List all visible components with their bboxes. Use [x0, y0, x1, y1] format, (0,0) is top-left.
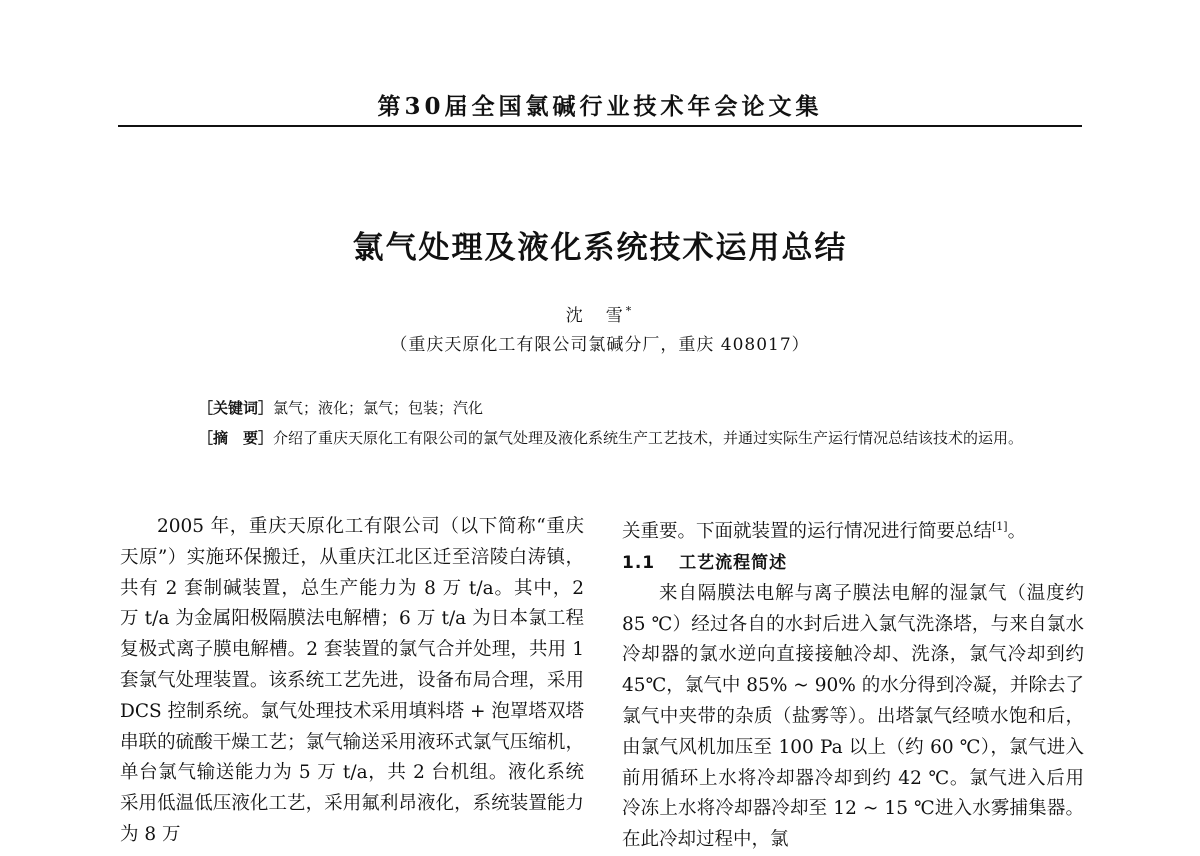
continued-text-end: 。 [1007, 521, 1027, 543]
section-heading [622, 548, 1084, 579]
body-paragraph: 来自隔膜法电解与离子膜法电解的湿氯气（温度约 85 ℃）经过各自的水封后进入氯气洗涤塔，与来自氯水冷却器的氯水逆向直接接触冷却、洗涤，氯气冷却到约 45℃，氯气中 85% ~ 90% 的水分得到冷凝，并除去了氯气中夹带的杂质（盐雾等）。出塔氯气经喷水饱和后，由氯气风机加压至 100 Pa 以上（约 60 ℃），氯气进入前用循环上水将冷却器冷却到约 42 ℃。氯气进入后用冷冻上水将冷却器冷却至 12 ~ 15 ℃进入水雾捕集器。在此冷却过程中，氯 [622, 582, 1084, 851]
paper-title: 氯气处理及液化系统技术运用总结 [352, 230, 848, 266]
abstract-label: ［摘 要］ [198, 429, 274, 447]
running-head: 第30届全国氯碱行业技术年会论文集 [377, 93, 823, 120]
affiliation: （重庆天原化工有限公司氯碱分厂，重庆 408017） [390, 335, 810, 355]
keywords-text: 氯气；液化；氯气；包装；汽化 [273, 399, 484, 417]
keywords-label: ［关键词］ [198, 399, 274, 417]
continued-text: 关重要。下面就装置的运行情况进行简要总结 [622, 521, 993, 543]
keywords [198, 397, 483, 418]
section-title: 工艺流程简述 [679, 552, 788, 573]
author [0, 301, 1200, 326]
section-number: 1.1 [622, 552, 656, 573]
body-paragraph: 2005 年，重庆天原化工有限公司（以下简称“重庆天原”）实施环保搬迁，从重庆江北区迁至涪陵白涛镇，共有 2 套制碱装置，总生产能力为 8 万 t/a。其中，2 万 t/a 为金属阳极隔膜法电解槽；6 万 t/a 为日本氯工程复极式离子膜电解槽。2 套装置的氯气合并处理，共用 1 套氯气处理装置。该系统工艺先进，设备布局合理，采用 DCS 控制系统。氯气处理技术采用填料塔 + 泡罩塔双塔串联的硫酸干燥工艺；氯气输送采用液环式氯气压缩机，单台氯气输送能力为 5 万 t/a，共 2 台机组。液化系统采用低温低压液化工艺，采用氟利昂液化，系统装置能力为 8 万 [120, 516, 584, 845]
abstract [160, 423, 1050, 453]
header-rule [118, 125, 1082, 127]
author-name: 沈 雪 [565, 306, 626, 326]
author-footnote-mark: * [625, 304, 635, 318]
abstract-text: 介绍了重庆天原化工有限公司的氯气处理及液化系统生产工艺技术，并通过实际生产运行情况总结该技术的运用。 [273, 429, 1024, 447]
reference-citation[interactable]: [1] [992, 520, 1008, 533]
body-column-left [120, 512, 584, 851]
body-column-right [622, 512, 1084, 856]
body-paragraph-continued [622, 512, 1084, 548]
